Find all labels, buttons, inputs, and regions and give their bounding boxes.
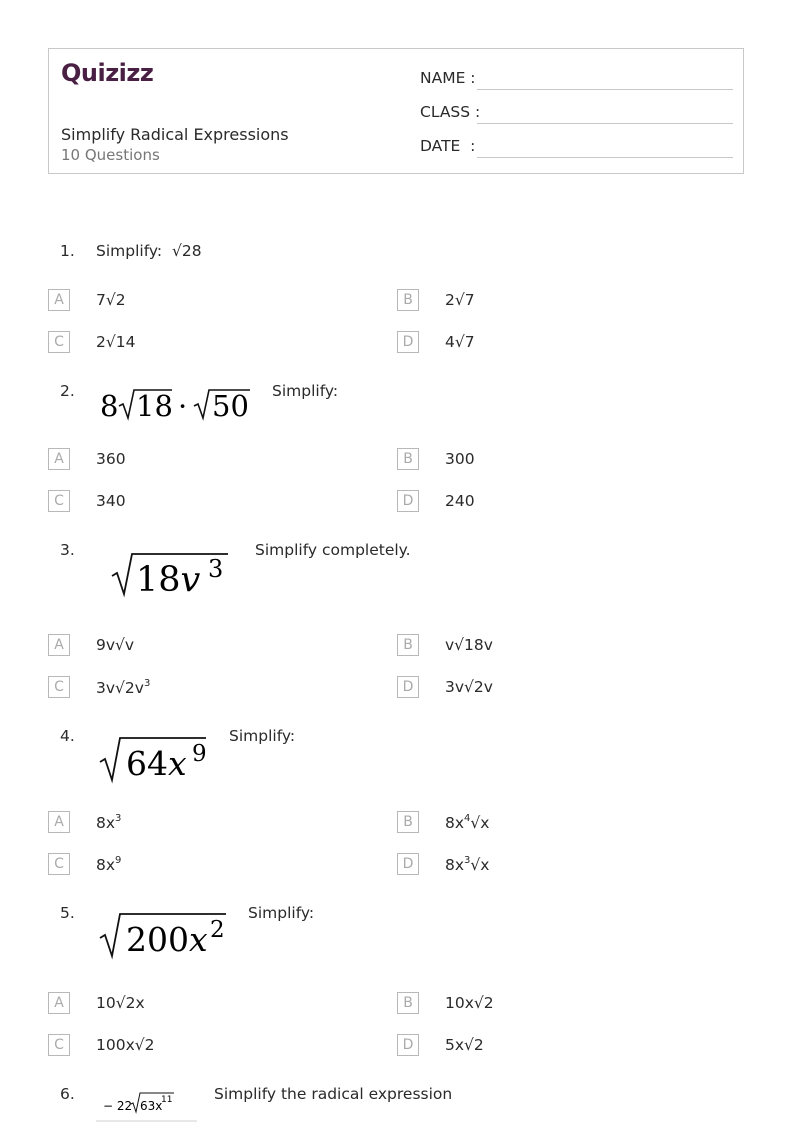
option-d-box[interactable]: D xyxy=(397,1034,419,1056)
option-b-text: 300 xyxy=(445,450,475,468)
option-d-box[interactable]: D xyxy=(397,676,419,698)
question-number: 1. xyxy=(60,242,75,260)
math-radicand: 200x xyxy=(126,920,208,959)
name-line xyxy=(477,89,733,90)
option-c-box[interactable]: C xyxy=(48,853,70,875)
math-exponent: 2 xyxy=(210,917,225,943)
question-text: Simplify the radical expression xyxy=(214,1085,453,1103)
option-a-box[interactable]: A xyxy=(48,448,70,470)
option-b-text: $8x^4√x$ xyxy=(445,813,490,832)
math-variable: x xyxy=(168,744,187,783)
math-expression xyxy=(98,906,233,962)
math-image xyxy=(96,1090,198,1122)
math-coefficient: 8 xyxy=(100,389,119,423)
date-label: DATE : xyxy=(420,137,476,155)
option-c-text: $8x^9$ xyxy=(96,855,122,874)
option-b-text: 2√7 xyxy=(445,291,475,309)
name-field[interactable] xyxy=(420,69,476,87)
option-c-text: 340 xyxy=(96,492,126,510)
option-a-box[interactable]: A xyxy=(48,634,70,656)
option-c-box[interactable]: C xyxy=(48,331,70,353)
option-b-text: 10x√2 xyxy=(445,994,494,1012)
option-c-text: 2√14 xyxy=(96,333,136,351)
question-text: Simplify completely. xyxy=(255,541,411,559)
option-a-box[interactable]: A xyxy=(48,811,70,833)
question-text: Simplify: xyxy=(272,382,339,400)
quizizz-logo: Quizizz xyxy=(61,59,154,87)
option-c-box[interactable]: C xyxy=(48,676,70,698)
math-exponent: 9 xyxy=(192,741,207,767)
option-a-text: 9v√v xyxy=(96,636,135,654)
option-b-box[interactable]: B xyxy=(397,811,419,833)
option-b-text: v√18v xyxy=(445,636,493,654)
option-d-text: 240 xyxy=(445,492,475,510)
math-dot: · xyxy=(178,389,188,423)
date-line xyxy=(477,157,733,158)
math-exponent: 3 xyxy=(208,555,224,583)
math-expression xyxy=(98,382,258,424)
option-b-box[interactable]: B xyxy=(397,289,419,311)
question-number: 5. xyxy=(60,904,75,922)
class-field[interactable] xyxy=(420,103,480,121)
option-a-text: $8x^3$ xyxy=(96,813,122,832)
option-c-box[interactable]: C xyxy=(48,1034,70,1056)
math-expression xyxy=(110,546,235,600)
option-a-text: 7√2 xyxy=(96,291,126,309)
class-line xyxy=(477,123,733,124)
math-svg xyxy=(98,906,233,962)
name-label: NAME : xyxy=(420,69,476,87)
math-radicand-1: 18 xyxy=(136,389,173,423)
option-b-box[interactable]: B xyxy=(397,634,419,656)
option-a-box[interactable]: A xyxy=(48,289,70,311)
worksheet-title: Simplify Radical Expressions xyxy=(61,125,289,144)
question-text: Simplify: xyxy=(229,727,296,745)
math-svg xyxy=(98,382,258,424)
option-d-text: 4√7 xyxy=(445,333,475,351)
math-radicand-2: 50 xyxy=(212,389,249,423)
option-d-text: 3v√2v xyxy=(445,678,493,696)
option-d-text: $8x^3√x$ xyxy=(445,855,490,874)
math-variable: v xyxy=(180,560,201,600)
question-count: 10 Questions xyxy=(61,146,160,164)
option-d-box[interactable]: D xyxy=(397,853,419,875)
math-radicand: 18v xyxy=(136,560,201,600)
option-d-box[interactable]: D xyxy=(397,331,419,353)
class-label: CLASS : xyxy=(420,103,481,121)
question-text: Simplify: xyxy=(248,904,315,922)
math-expression xyxy=(98,730,213,784)
worksheet-header xyxy=(48,48,744,174)
math-radicand: 64x xyxy=(126,744,187,783)
option-c-box[interactable]: C xyxy=(48,490,70,512)
math-svg xyxy=(96,1090,198,1122)
math-svg xyxy=(98,730,213,784)
option-a-box[interactable]: A xyxy=(48,992,70,1014)
date-field[interactable] xyxy=(420,137,475,155)
question-number: 4. xyxy=(60,727,75,745)
question-number: 3. xyxy=(60,541,75,559)
option-c-text: 100x√2 xyxy=(96,1036,155,1054)
math-coefficient: − 22 xyxy=(103,1099,133,1113)
option-a-text: 360 xyxy=(96,450,126,468)
question-number: 6. xyxy=(60,1085,75,1103)
math-exponent: 11 xyxy=(161,1095,173,1105)
math-radicand: 63x xyxy=(140,1099,163,1113)
math-svg xyxy=(110,546,235,600)
option-a-text: 10√2x xyxy=(96,994,145,1012)
option-d-text: 5x√2 xyxy=(445,1036,484,1054)
option-b-box[interactable]: B xyxy=(397,992,419,1014)
math-variable: x xyxy=(189,920,208,959)
question-number: 2. xyxy=(60,382,75,400)
option-b-box[interactable]: B xyxy=(397,448,419,470)
question-text: Simplify: √28 xyxy=(96,242,202,260)
option-c-text: $3v√2v^3$ xyxy=(96,678,151,697)
option-d-box[interactable]: D xyxy=(397,490,419,512)
